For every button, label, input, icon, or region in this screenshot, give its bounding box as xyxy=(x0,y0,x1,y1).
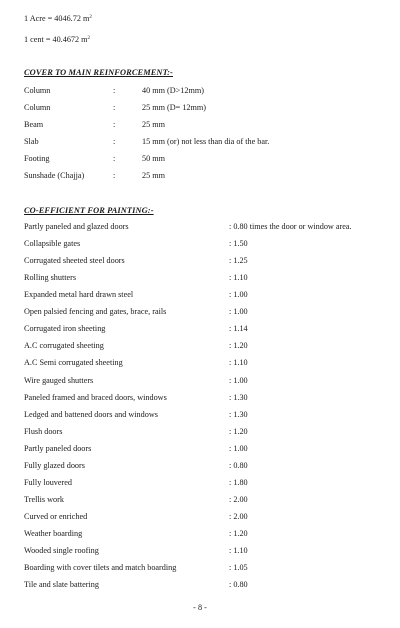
painting-row xyxy=(0,445,400,457)
painting-value: : 1.00 xyxy=(229,443,248,453)
cover-label: Beam xyxy=(24,120,44,129)
cover-label: Slab xyxy=(24,137,39,146)
cover-colon: : xyxy=(113,137,116,146)
area-conversion-acre: 1 Acre = 4046.72 $m^2$ xyxy=(24,14,92,23)
painting-row xyxy=(0,479,400,491)
painting-label: Rolling shutters xyxy=(24,273,77,283)
painting-value: : 0.80 xyxy=(229,580,248,589)
cover-value: 25 mm xyxy=(142,171,165,180)
painting-row xyxy=(0,513,400,525)
painting-label: Weather boarding xyxy=(24,528,83,538)
painting-row xyxy=(0,325,400,337)
cover-colon: : xyxy=(113,103,116,112)
painting-value: : 1.30 xyxy=(229,409,248,419)
painting-value: : 1.05 xyxy=(229,563,248,572)
cover-label: Sunshade (Chajja) xyxy=(24,171,85,180)
painting-label: Expanded metal hard drawn steel xyxy=(24,290,134,300)
painting-row xyxy=(0,411,400,423)
cover-colon: : xyxy=(113,86,116,95)
cover-label: Footing xyxy=(24,154,50,163)
cover-value: 15 mm (or) not less than dia of the bar. xyxy=(142,137,270,146)
painting-value: : 1.00 xyxy=(229,375,248,385)
painting-label: Paneled framed and braced doors, windows xyxy=(24,392,167,402)
cover-label: Column xyxy=(24,86,51,95)
painting-row xyxy=(0,530,400,542)
painting-label: Corrugated sheeted steel doors xyxy=(24,256,125,266)
page-number: - 8 - xyxy=(193,603,207,612)
painting-value: : 1.80 xyxy=(229,477,248,487)
painting-value: : 1.10 xyxy=(229,273,248,283)
painting-row xyxy=(0,428,400,440)
painting-label: Corrugated iron sheeting xyxy=(24,324,106,334)
painting-value: : 1.50 xyxy=(229,239,248,249)
cover-row xyxy=(0,155,400,167)
painting-label: Boarding with cover tilets and match boarding xyxy=(24,563,177,572)
painting-value: : 0.80 times the door or window area. xyxy=(229,222,352,231)
painting-row xyxy=(0,377,400,389)
painting-row xyxy=(0,359,400,371)
painting-row xyxy=(0,496,400,508)
painting-row xyxy=(0,240,400,252)
painting-label: A.C Semi corrugated sheeting xyxy=(24,358,123,368)
cover-colon: : xyxy=(113,154,116,163)
painting-label: Fully glazed doors xyxy=(24,460,85,470)
painting-value: : 1.20 xyxy=(229,528,248,538)
painting-label: Fully louvered xyxy=(24,477,72,487)
painting-label: Collapsible gates xyxy=(24,239,81,249)
painting-label: Partly paneled doors xyxy=(24,443,92,453)
painting-value: : 1.20 xyxy=(229,426,248,436)
painting-row xyxy=(0,581,400,593)
painting-value: : 1.30 xyxy=(229,392,248,402)
cover-label: Column xyxy=(24,103,51,112)
painting-row xyxy=(0,547,400,559)
painting-value: : 0.80 xyxy=(229,460,248,470)
painting-value: : 1.14 xyxy=(229,324,248,334)
cover-value: 40 mm (D>12mm) xyxy=(142,86,204,95)
painting-heading: CO-EFFICIENT FOR PAINTING:- xyxy=(24,206,154,215)
painting-label: Trellis work xyxy=(24,494,64,504)
cover-row xyxy=(0,172,400,184)
cover-row xyxy=(0,104,400,116)
cover-row xyxy=(0,87,400,99)
painting-label: Tile and slate battering xyxy=(24,580,99,589)
painting-label: Wire gauged shutters xyxy=(24,375,94,385)
painting-label: Open palsied fencing and gates, brace, rails xyxy=(24,307,167,317)
painting-label: Partly paneled and glazed doors xyxy=(24,222,129,231)
cover-heading: COVER TO MAIN REINFORCEMENT:- xyxy=(24,68,173,77)
painting-row xyxy=(0,564,400,576)
cover-row xyxy=(0,121,400,133)
painting-value: : 2.00 xyxy=(229,494,248,504)
painting-value: : 1.10 xyxy=(229,546,248,555)
cover-colon: : xyxy=(113,171,116,180)
painting-value: : 1.00 xyxy=(229,307,248,317)
painting-row xyxy=(0,342,400,354)
painting-value: : 1.20 xyxy=(229,341,248,351)
painting-value: : 1.25 xyxy=(229,256,248,266)
painting-label: A.C corrugated sheeting xyxy=(24,341,104,351)
area-conversion-cent: 1 cent = 40.4672 $m^2$ xyxy=(24,35,91,44)
painting-label: Curved or enriched xyxy=(24,511,88,521)
painting-row xyxy=(0,308,400,320)
painting-row xyxy=(0,223,400,235)
cover-value: 25 mm (D= 12mm) xyxy=(142,103,206,112)
painting-row xyxy=(0,291,400,303)
cover-value: 50 mm xyxy=(142,154,165,163)
painting-row xyxy=(0,274,400,286)
painting-label: Ledged and battened doors and windows xyxy=(24,409,158,419)
painting-value: : 1.10 xyxy=(229,358,248,368)
painting-value: : 2.00 xyxy=(229,511,248,521)
painting-row xyxy=(0,257,400,269)
painting-row xyxy=(0,394,400,406)
cover-colon: : xyxy=(113,120,116,129)
painting-row xyxy=(0,462,400,474)
cover-value: 25 mm xyxy=(142,120,165,129)
cover-row xyxy=(0,138,400,150)
painting-label: Flush doors xyxy=(24,426,63,436)
painting-value: : 1.00 xyxy=(229,290,248,300)
painting-label: Wooded single roofing xyxy=(24,546,99,555)
